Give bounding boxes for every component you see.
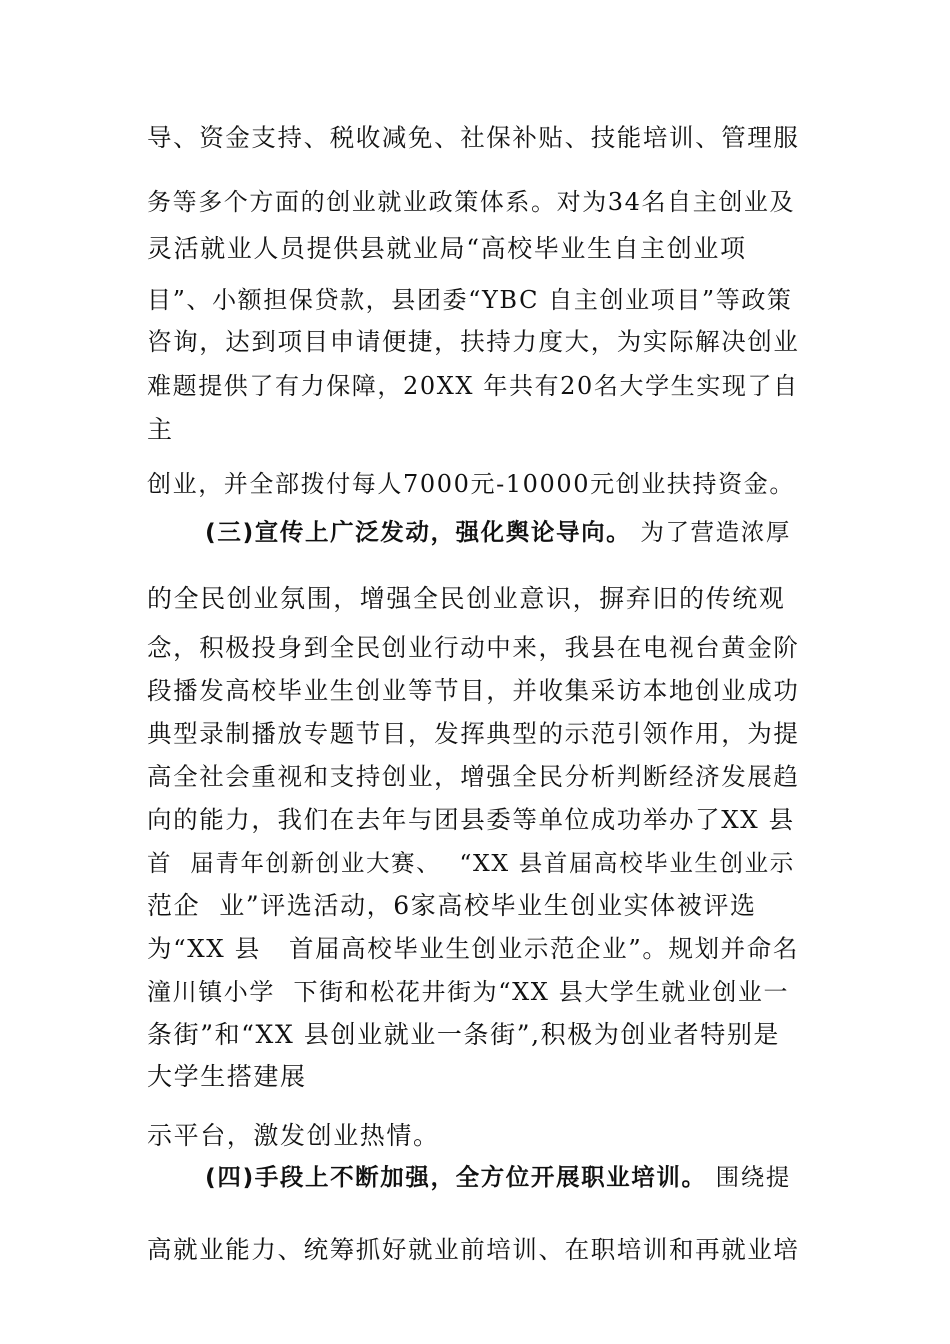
paragraph-line: 典型录制播放专题节目，发挥典型的示范引领作用，为提 [147,719,800,748]
paragraph-line: 高全社会重视和支持创业，增强全民分析判断经济发展趋 [147,762,800,791]
paragraph-line: 创业，并全部拨付每人7000元-10000元创业扶持资金。 [147,470,795,498]
paragraph-line: 大学生搭建展 [147,1062,307,1091]
paragraph-line: 主 [147,415,174,444]
section-heading-4-title: (四)手段上不断加强，全方位开展职业培训。 [205,1163,707,1191]
paragraph-line: 首 届青年创新创业大赛、 “XX 县首届高校毕业生创业示 [147,849,795,877]
paragraph-line: 潼川镇小学 下街和松花井街为“XX 县大学生就业创业一 [147,978,790,1006]
section-heading-3-title: (三)宣传上广泛发动，强化舆论导向。 [205,518,632,546]
section-heading-4-text: 围绕提 [706,1163,791,1191]
section-heading-4 [205,1162,791,1192]
paragraph-line: 念，积极投身到全民创业行动中来，我县在电视台黄金阶 [147,633,800,662]
paragraph-line: 为“XX 县 首届高校毕业生创业示范企业”。规划并命名 [147,934,799,963]
paragraph-line: 难题提供了有力保障，20XX 年共有20名大学生实现了自 [147,372,799,400]
paragraph-line: 范企 业”评选活动，6家高校毕业生创业实体被评选 [147,891,757,920]
section-heading-3-text: 为了营造浓厚 [631,518,791,546]
paragraph-line: 条街”和“XX 县创业就业一条街”,积极为创业者特别是 [147,1020,781,1049]
paragraph-line: 目”、小额担保贷款，县团委“YBC 自主创业项目”等政策 [147,286,793,314]
paragraph-line: 务等多个方面的创业就业政策体系。对为34名自主创业及 [147,188,796,216]
paragraph-line: 段播发高校毕业生创业等节目，并收集采访本地创业成功 [147,676,800,705]
paragraph-line: 灵活就业人员提供县就业局“高校毕业生自主创业项 [147,234,747,263]
paragraph-line: 咨询，达到项目申请便捷，扶持力度大，为实际解决创业 [147,327,800,356]
paragraph-line: 向的能力，我们在去年与团县委等单位成功举办了XX 县 [147,805,795,834]
section-heading-3 [205,517,791,547]
paragraph-line: 的全民创业氛围，增强全民创业意识，摒弃旧的传统观 [147,584,786,613]
paragraph-line: 导、资金支持、税收减免、社保补贴、技能培训、管理服 [147,123,800,152]
paragraph-line: 高就业能力、统筹抓好就业前培训、在职培训和再就业培 [147,1235,800,1264]
paragraph-line: 示平台，激发创业热情。 [147,1121,440,1150]
